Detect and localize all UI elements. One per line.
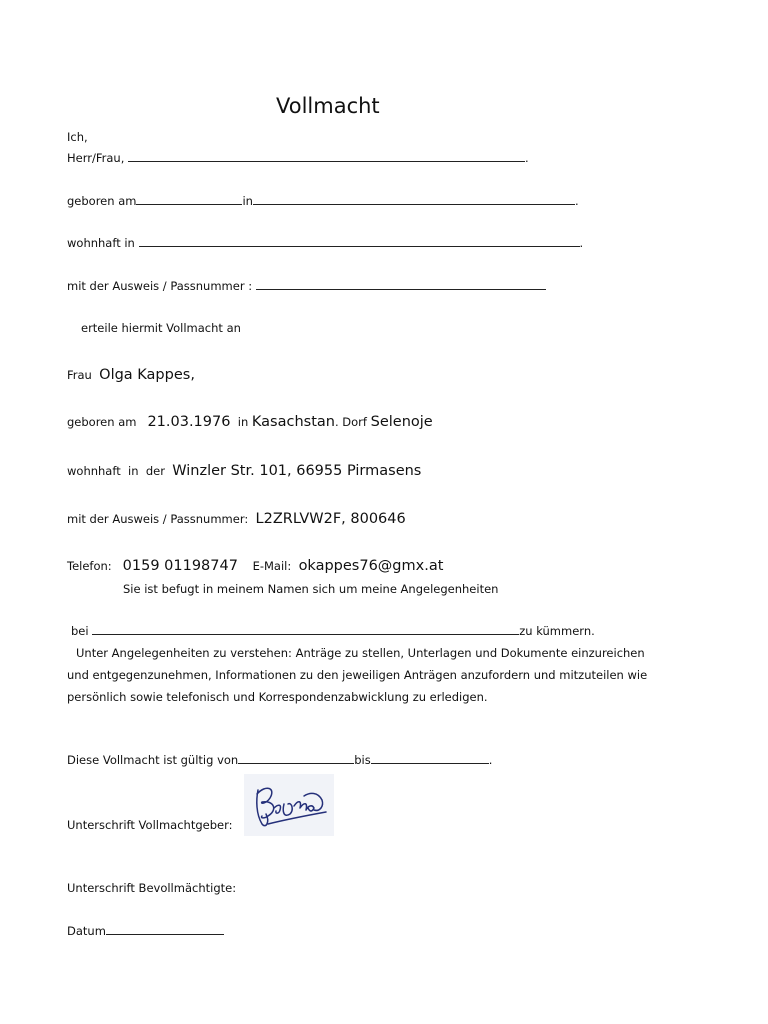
agent-contact-row (67, 557, 443, 575)
resident-label: wohnhaft in (67, 236, 135, 250)
validity-row: Diese Vollmacht ist gültig von bis . (67, 753, 493, 767)
agent-id-row (67, 510, 406, 528)
date-row (67, 924, 224, 938)
agent-signature-label: Unterschrift Bevollmächtigte: (67, 881, 237, 895)
agent-country: Kasachstan (251, 414, 335, 430)
kuemmern-label: zu kümmern. (519, 624, 595, 638)
grantor-birth-date-field[interactable] (136, 194, 242, 205)
grantor-name-field[interactable] (128, 151, 525, 162)
agent-dorf-label: . Dorf (334, 415, 367, 429)
agent-name-row (67, 366, 195, 384)
handwritten-signature (244, 774, 334, 836)
agent-email: okappes76@gmx.at (298, 558, 444, 574)
authority-paragraph-3: persönlich sowie telefonisch und Korrespondenzabwicklung zu erledigen. (67, 690, 488, 704)
date-field[interactable] (106, 924, 224, 935)
grantor-ich-label: Ich, (67, 130, 88, 144)
agent-birth-row (67, 413, 433, 431)
grantor-address-field[interactable] (139, 236, 580, 247)
agent-phone: 0159 01198747 (122, 558, 238, 574)
agent-born-label: geboren am (67, 415, 137, 429)
grantor-name-row: Herr/Frau, . (67, 151, 529, 165)
authority-paragraph-1: Unter Angelegenheiten zu verstehen: Anträge zu stellen, Unterlagen und Dokumente einzureichen (76, 646, 645, 660)
born-on-label: geboren am (67, 194, 137, 208)
grantor-birth-place-field[interactable] (253, 194, 575, 205)
phone-label: Telefon: (67, 559, 112, 573)
grantor-signature-image (244, 774, 334, 836)
agent-name: Olga Kappes, (99, 367, 195, 383)
agent-resident-label: wohnhaft in der (67, 464, 165, 478)
grantor-birth-row: geboren am in . (67, 194, 579, 208)
document-title: Vollmacht (276, 94, 380, 118)
agent-id-label: mit der Ausweis / Passnummer: (67, 512, 249, 526)
date-label: Datum (67, 924, 106, 938)
valid-from-label: Diese Vollmacht ist gültig von (67, 753, 239, 767)
agent-address-row (67, 462, 421, 480)
email-label: E-Mail: (252, 559, 292, 573)
grantor-address-row: wohnhaft in . (67, 236, 584, 250)
birth-place-label: in (242, 194, 253, 208)
valid-to-field[interactable] (371, 753, 489, 764)
authority-bei-row (71, 624, 595, 638)
agent-salutation: Frau (67, 368, 92, 382)
grant-statement: erteile hiermit Vollmacht an (81, 321, 241, 335)
agent-in-label: in (237, 415, 249, 429)
grantor-id-field[interactable] (256, 279, 546, 290)
agent-birth-date: 21.03.1976 (147, 414, 231, 430)
grantor-signature-label: Unterschrift Vollmachtgeber: (67, 818, 233, 832)
grantor-id-row (67, 279, 546, 293)
herr-frau-label: Herr/Frau, (67, 151, 125, 165)
authority-line: Sie ist befugt in meinem Namen sich um meine Angelegenheiten (123, 582, 499, 596)
agent-id-value: L2ZRLVW2F, 800646 (255, 511, 406, 527)
authority-institution-field[interactable] (92, 624, 519, 635)
valid-to-label: bis (354, 753, 371, 767)
authority-paragraph-2: und entgegenzunehmen, Informationen zu den jeweiligen Anträgen anzufordern und mitzuteilen wie (67, 668, 648, 682)
agent-village: Selenoje (370, 414, 433, 430)
bei-label: bei (71, 624, 89, 638)
agent-address: Winzler Str. 101, 66955 Pirmasens (172, 463, 422, 479)
grantor-id-label: mit der Ausweis / Passnummer : (67, 279, 253, 293)
valid-from-field[interactable] (238, 753, 354, 764)
